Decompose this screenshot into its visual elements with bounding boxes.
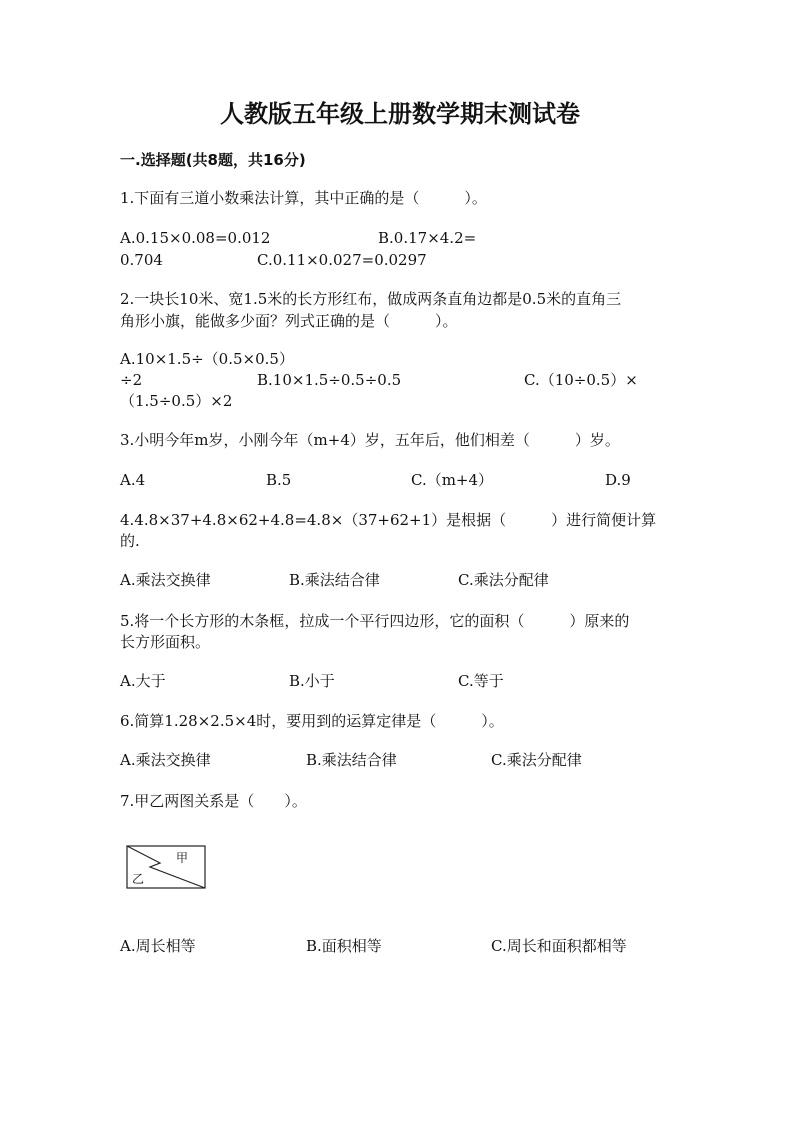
page-title: 人教版五年级上册数学期末测试卷 (220, 100, 580, 128)
question-5-option-c: C.等于 (458, 672, 504, 690)
question-5-text-line2: 长方形面积。 (120, 633, 211, 651)
question-1-option-c: C.0.11×0.027=0.0297 (257, 251, 427, 269)
question-5-text-line1: 5.将一个长方形的木条框，拉成一个平行四边形，它的面积（ ）原来的 (120, 612, 630, 630)
question-6-option-b: B.乘法结合律 (306, 751, 397, 769)
figure-rectangle-diagram (126, 845, 208, 891)
question-2-option-a: A.10×1.5÷（0.5×0.5） (120, 350, 294, 368)
question-4-option-a: A.乘法交换律 (120, 571, 211, 589)
question-7-option-a: A.周长相等 (120, 937, 196, 955)
question-1-text: 1.下面有三道小数乘法计算，其中正确的是（ ）。 (120, 189, 487, 207)
question-3-option-c: C.（m+4） (411, 471, 494, 489)
question-5-option-a: A.大于 (120, 672, 166, 690)
question-5-option-b: B.小于 (289, 672, 335, 690)
question-1-option-b-cont: 0.704 (120, 251, 163, 269)
question-4-option-b: B.乘法结合律 (289, 571, 380, 589)
section-heading: 一.选择题(共8题，共16分) (120, 151, 306, 169)
question-4-option-c: C.乘法分配律 (458, 571, 549, 589)
question-6-option-a: A.乘法交换律 (120, 751, 211, 769)
question-4-text-line1: 4.4.8×37+4.8×62+4.8=4.8×（37+62+1）是根据（ ）进行简便计算 (120, 511, 657, 529)
question-1-option-a: A.0.15×0.08=0.012 (120, 229, 271, 247)
question-1-option-b: B.0.17×4.2= (378, 229, 477, 247)
question-3-option-b: B.5 (266, 471, 292, 489)
question-6-text: 6.简算1.28×2.5×4时，要用到的运算定律是（ ）。 (120, 712, 504, 730)
question-6-option-c: C.乘法分配律 (491, 751, 582, 769)
question-4-text-line2: 的. (120, 532, 140, 550)
question-7-option-b: B.面积相等 (306, 937, 382, 955)
question-2-option-c-cont: （1.5÷0.5）×2 (120, 392, 233, 410)
question-2-text-line2: 角形小旗，能做多少面？列式正确的是（ ）。 (120, 312, 458, 330)
figure-label-yi: 乙 (132, 872, 145, 886)
question-3-option-a: A.4 (120, 471, 146, 489)
question-3-option-d: D.9 (605, 471, 631, 489)
question-3-text: 3.小明今年m岁，小刚今年（m+4）岁，五年后，他们相差（ ）岁。 (120, 431, 620, 449)
question-2-option-c: C.（10÷0.5）× (524, 371, 638, 389)
figure-label-jia: 甲 (176, 851, 189, 865)
question-2-option-b: B.10×1.5÷0.5÷0.5 (257, 371, 402, 389)
question-2-option-a-cont: ÷2 (120, 371, 143, 389)
question-7-option-c: C.周长和面积都相等 (491, 937, 627, 955)
question-7-text: 7.甲乙两图关系是（ ）。 (120, 792, 307, 810)
question-2-text-line1: 2.一块长10米、宽1.5米的长方形红布，做成两条直角边都是0.5米的直角三 (120, 290, 622, 308)
